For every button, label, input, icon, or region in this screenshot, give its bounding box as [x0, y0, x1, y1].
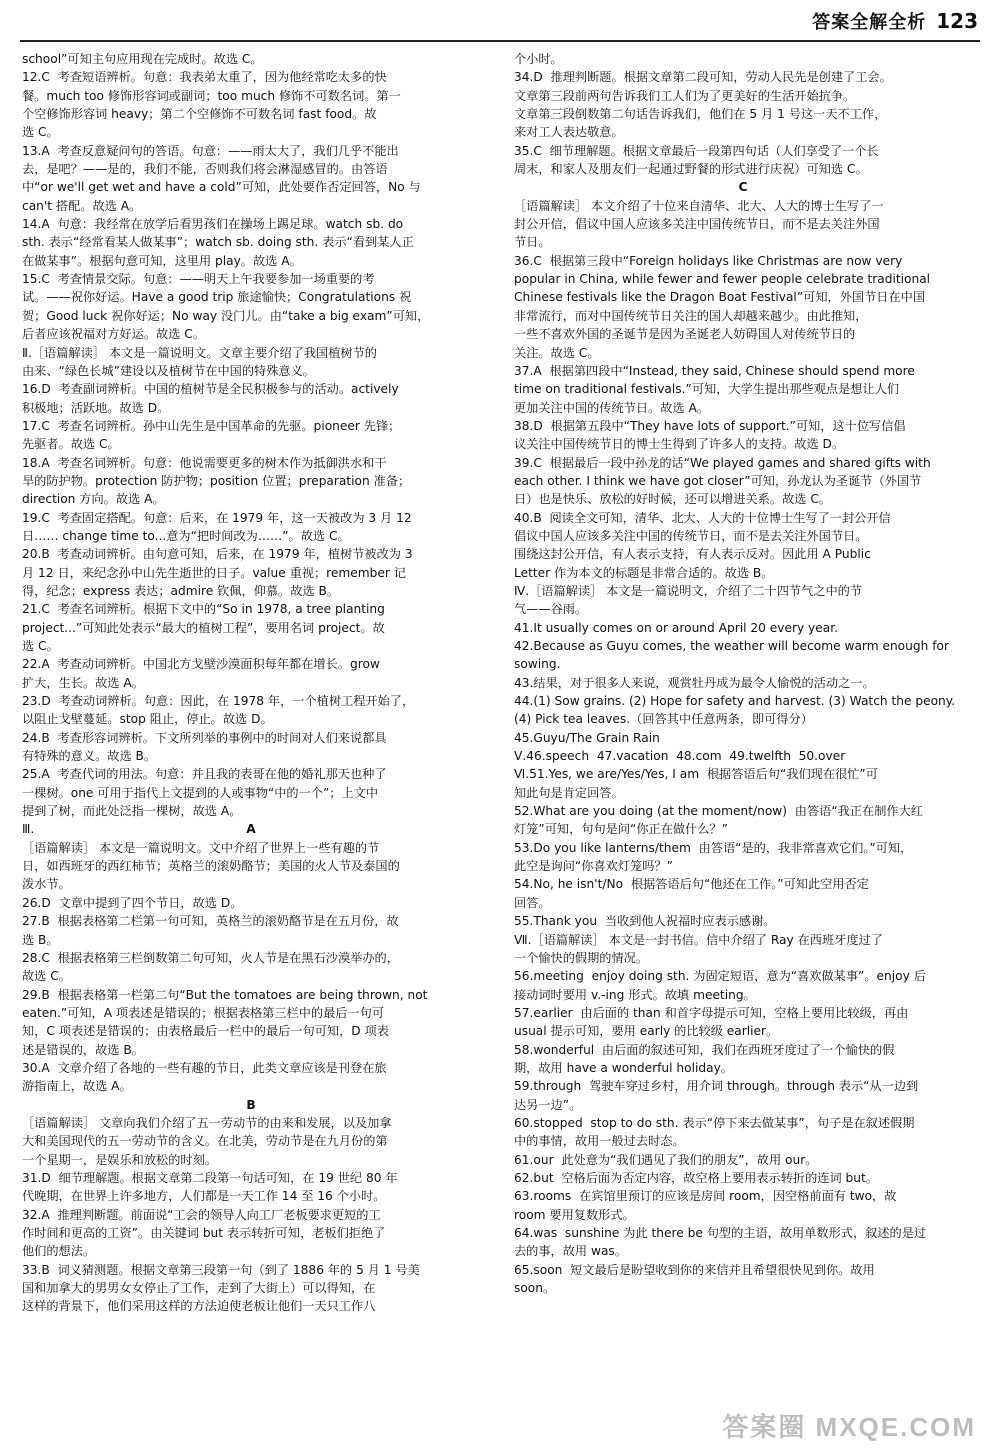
text-line: 试。——祝你好运。Have a good trip 旅途愉快；Congratulations 祝 [22, 290, 412, 305]
text-line: 选 C。 [22, 125, 59, 140]
text-line: 22.A 考查动词辨析。中国北方戈壁沙漠面积每年都在增长。grow [22, 657, 380, 672]
text-line: 这样的背景下，他们采用这样的方法迫使老板让他们一天只工作八 [22, 1299, 376, 1314]
text-line: 去的事，故用 was。 [514, 1244, 627, 1259]
header-rule [20, 40, 980, 42]
text-line: 个小时。 [514, 52, 563, 66]
text-line: 灯笼”可知，句句是问“你正在做什么？” [514, 822, 728, 837]
text-line: 餐。much too 修饰形容词或副词；too much 修饰不可数名词。第一 [22, 88, 401, 103]
text-line: 此空是询问“你喜欢灯笼吗？” [514, 859, 673, 874]
text-line: 泼水节。 [22, 877, 71, 892]
text-line: 23.D 考查动词辨析。句意：因此，在 1978 年，一个植树工程开始了， [22, 694, 415, 709]
text-line: 63.rooms 在宾馆里预订的应该是房间 room，因空格前面有 two，故 [514, 1189, 897, 1204]
text-line: 接动词时要用 v.-ing 形式。故填 meeting。 [514, 987, 756, 1002]
text-line: 19.C 考查固定搭配。句意：后来，在 1979 年，这一天被改为 3 月 12 [22, 510, 412, 525]
text-line: soon。 [514, 1281, 556, 1296]
text-line: 后者应该祝福对方好运。故选 C。 [22, 327, 206, 342]
text-line: sth. 表示“经常看某人做某事”；watch sb. doing sth. 表示“看到某人正 [22, 235, 414, 250]
text-line: 16.D 考查副词辨析。中国的植树节是全民积极参与的活动。actively [22, 382, 399, 397]
text-line: eaten.”可知，A 项表述是错误的；根据表格第三栏中的最后一句可 [22, 1005, 385, 1020]
text-line: 57.earlier 由后面的 than 和首字母提示可知，空格上要用比较级，再由 [514, 1005, 909, 1020]
text-line: 28.C 根据表格第三栏倒数第二句可知，火人节是在黑石沙漠举办的， [22, 950, 399, 965]
text-line: 游指南上，故选 A。 [22, 1079, 132, 1094]
text-line: B [246, 1097, 256, 1112]
text-line: 29.B 根据表格第一栏第二句“But the tomatoes are being thrown, not [22, 987, 428, 1002]
text-line: ［语篇解读］ 本文是一篇说明文。文中介绍了世界上一些有趣的节 [22, 840, 380, 855]
text-line: 26.D 文章中提到了四个节日，故选 D。 [22, 895, 243, 910]
text-line: 45.Guyu/The Grain Rain [514, 730, 660, 745]
text-line: 提到了树，而此处泛指一棵树，故选 A。 [22, 804, 242, 819]
watermark: 答案圈 MXQE.COM [722, 1412, 976, 1442]
page-number: 123 [936, 9, 978, 33]
text-line: 国和加拿大的男男女女停止了工作，走到了大街上）可以得知，在 [22, 1281, 376, 1296]
text-line: 54.No, he isn't/No 根据答语后句“他还在工作。”可知此空用否定 [514, 877, 869, 892]
text-line: 41.It usually comes on or around April 20 every year. [514, 620, 838, 635]
text-line: 一些不喜欢外国的圣诞节是因为圣诞老人妨碍国人对传统节日的 [514, 327, 856, 342]
text-line: 21.C 考查名词辨析。根据下文中的“So in 1978, a tree planting [22, 602, 385, 617]
text-line: 中的事情，故用一般过去时态。 [514, 1134, 685, 1149]
text-line: 日）也是快乐、放松的好时候，还可以增进关系。故选 C。 [514, 492, 832, 507]
text-line: 44.(1) Sow grains. (2) Hope for safety and harvest. (3) Watch the peony. [514, 694, 956, 709]
text-line: 一个愉快的假期的情况。 [514, 950, 649, 965]
text-line: 故选 C。 [22, 969, 71, 984]
text-line: 24.B 考查形容词辨析。下文所列举的事例中的时间对人们来说都具 [22, 730, 387, 745]
text-line: Letter 作为本文的标题是非常合适的。故选 B。 [514, 565, 774, 580]
text-line [22, 820, 480, 838]
text-line: 周末，和家人及朋友们一起通过野餐的形式进行庆祝）可知选 C。 [514, 162, 868, 177]
text-line: 20.B 考查动词辨析。由句意可知，后来，在 1979 年，植树节被改为 3 [22, 547, 413, 562]
text-line: 40.B 阅读全文可知，清华、北大、人大的十位博士生写了一封公开信 [514, 510, 891, 525]
text-line: ［语篇解读］ 本文介绍了十位来自清华、北大、人大的博士生写了一 [514, 198, 884, 213]
text-line: 知，C 项表述是错误的；由表格最后一栏中的最后一句可知，D 项表 [22, 1024, 389, 1039]
text-line: 34.D 推理判断题。根据文章第二段可知，劳动人民先是创建了工会。 [514, 70, 892, 85]
text-line: C [738, 180, 748, 195]
text-line: sowing. [514, 657, 561, 672]
text-line: 56.meeting enjoy doing sth. 为固定短语，意为“喜欢做某事”。enjoy 后 [514, 969, 926, 984]
text-line: popular in China, while fewer and fewer people celebrate traditional [514, 272, 931, 287]
text-line: 倡议中国人应该多关注中国的传统节日，而不是去关注外国节日。 [514, 528, 868, 543]
section-number: Ⅲ. [22, 822, 35, 837]
text-line: each other. I think we have got closer”可知，孙龙认为圣诞节（外国节 [514, 473, 922, 488]
text-line: 扩大，生长。故选 A。 [22, 675, 144, 690]
text-line: 17.C 考查名词辨析。孙中山先生是中国革命的先驱。pioneer 先锋； [22, 418, 401, 433]
text-line: 60.stopped stop to do sth. 表示“停下来去做某事”，句子是在叙述假期 [514, 1115, 915, 1130]
text-line: time on traditional festivals.”可知，大学生提出那些观点是想让人们 [514, 382, 900, 397]
text-line: 达另一边”。 [514, 1097, 582, 1112]
text-line: 36.C 根据第三段中“Foreign holidays like Christmas are now very [514, 253, 903, 268]
text-line: 日，如西班牙的西红柿节；英格兰的滚奶酪节；美国的火人节及泰国的 [22, 859, 400, 874]
text-line: 文章第三段前两句告诉我们工人们为了更美好的生活开始抗争。 [514, 88, 856, 103]
text-line: 由来、“绿色长城”建设以及植树节在中国的特殊意义。 [22, 363, 315, 378]
text-line: 更加关注中国的传统节日。故选 A。 [514, 400, 710, 415]
text-line: 以阻止戈壁蔓延。stop 阻止，停止。故选 D。 [22, 712, 273, 727]
text-line: 作时间和更高的工资”。由关键词 but 表示转折可知，老板们拒绝了 [22, 1226, 386, 1240]
text-line: 知此句是肯定回答。 [514, 785, 624, 800]
text-line: 文章第三段倒数第二句话告诉我们，他们在 5 月 1 号这一天不工作， [514, 107, 887, 122]
text-line: 气——谷雨。 [514, 602, 588, 617]
text-line: 选 C。 [22, 639, 59, 653]
text-line: 一个星期一，是娱乐和放松的时刻。 [22, 1152, 217, 1167]
text-line: 旱的防护物。protection 防护物；position 位置；preparation 准备； [22, 473, 411, 488]
text-line: (4) Pick tea leaves.（回答其中任意两条，即可得分） [514, 712, 813, 727]
text-line: 30.A 文章介绍了各地的一些有趣的节日，此类文章应该是刊登在旅 [22, 1060, 387, 1075]
header-title: 答案全解全析 [812, 12, 927, 33]
text-line: usual 提示可知，要用 early 的比较级 earlier。 [514, 1024, 779, 1039]
text-line: 围绕这封公开信，有人表示支持，有人表示反对。因此用 A Public [514, 547, 871, 562]
text-line: 月 12 日，来纪念孙中山先生逝世的日子。value 重视；remember 记 [22, 565, 406, 580]
text-line: Ⅴ.46.speech 47.vacation 48.com 49.twelfth 50.over [514, 749, 846, 764]
text-line: 关注。故选 C。 [514, 345, 600, 360]
page-header [812, 8, 978, 34]
text-line: 先驱者。故选 C。 [22, 437, 120, 452]
text-line: 他们的想法。 [22, 1244, 96, 1259]
text-line: 61.our 此处意为“我们遇见了我们的朋友”，故用 our。 [514, 1152, 818, 1167]
text-line: can't 搭配。故选 A。 [22, 198, 142, 213]
text-line: 39.C 根据最后一段中孙龙的话“We played games and shared gifts with [514, 455, 931, 470]
text-line: 53.Do you like lanterns/them 由答语“是的，我非常喜欢它们。”可知， [514, 840, 913, 855]
text-line: 得，纪念；express 表达；admire 钦佩，仰慕。故选 B。 [22, 583, 340, 598]
text-line: 代晚期，在世界上许多地方，人们都是一天工作 14 至 16 个小时。 [22, 1189, 386, 1204]
text-line: 33.B 词义猜测题。根据文章第三段第一句（到了 1886 年的 5 月 1 号美 [22, 1262, 420, 1277]
text-line: 中“or we'll get wet and have a cold”可知，此处要作否定回答，No 与 [22, 180, 421, 195]
text-line: 58.wonderful 由后面的叙述可知，我们在西班牙度过了一个愉快的假 [514, 1042, 895, 1057]
text-line: 期，故用 have a wonderful holiday。 [514, 1060, 733, 1075]
text-line: 32.A 推理判断题。前面说“工会的领导人向工厂老板要求更短的工 [22, 1207, 381, 1222]
text-line: 59.through 驾驶车穿过乡村，用介词 through。through 表示“从一边到 [514, 1079, 919, 1094]
text-line: 31.D 细节理解题。根据文章第二段第一句话可知，在 19 世纪 80 年 [22, 1170, 398, 1185]
text-line: project...”可知此处表示“最大的植树工程”，要用名词 project。故 [22, 620, 385, 635]
text-line: 43.结果，对于很多人来说，观赏牡丹成为最令人愉悦的活动之一。 [514, 675, 875, 690]
text-line: 27.B 根据表格第二栏第一句可知，英格兰的滚奶酪节是在五月份，故 [22, 914, 399, 929]
text-line: 节日。 [514, 235, 551, 250]
text-line: 12.C 考查短语辨析。句意：我表弟太重了，因为他经常吃太多的快 [22, 70, 387, 85]
text-line: 来对工人表达敬意。 [514, 125, 624, 140]
text-line: 日…… change time to...意为“把时间改为……”。故选 C。 [22, 528, 350, 543]
text-line: 在做某事”。根据句意可知，这里用 play。故选 A。 [22, 253, 302, 268]
text-line: direction 方向。故选 A。 [22, 492, 165, 507]
text-line: 18.A 考查名词辨析。句意：他说需要更多的树木作为抵御洪水和干 [22, 455, 387, 470]
text-line: 贺；Good luck 祝你好运；No way 没门儿。由“take a big exam”可知， [22, 308, 430, 323]
text-line: 25.A 考查代词的用法。句意：并且我的表哥在他的婚礼那天也种了 [22, 767, 387, 782]
text-line: 大和美国现代的五一劳动节的含义。在北美，劳动节是在九月份的第 [22, 1134, 388, 1149]
text-line: 述是错误的，故选 B。 [22, 1042, 144, 1057]
text-line: 55.Thank you 当收到他人祝福时应表示感谢。 [514, 914, 776, 929]
text-line: 非常流行，而对中国传统节日关注的国人却越来越少。由此推知， [514, 308, 868, 323]
text-line: 38.D 根据第五段中“They have lots of support.”可知，这十位写信倡 [514, 418, 906, 433]
section-letter: A [246, 822, 256, 837]
text-line: 14.A 句意：我经常在放学后看男孩们在操场上踢足球。watch sb. do [22, 217, 404, 232]
text-line: Ⅶ.［语篇解读］ 本文是一封书信。信中介绍了 Ray 在西班牙度过了 [514, 932, 883, 947]
text-line: 13.A 考查反意疑问句的答语。句意：——雨太大了，我们几乎不能出 [22, 143, 399, 158]
text-line: 42.Because as Guyu comes, the weather will become warm enough for [514, 639, 949, 653]
text-line: 37.A 根据第四段中“Instead, they said, Chinese should spend more [514, 363, 915, 378]
left-column [22, 50, 480, 1316]
text-line: 65.soon 短文最后是盼望收到你的来信并且希望很快见到你。故用 [514, 1262, 875, 1277]
text-line: 选 B。 [22, 932, 59, 947]
text-line: Ⅱ.［语篇解读］ 本文是一篇说明文。文章主要介绍了我国植树节的 [22, 345, 377, 360]
text-line: ［语篇解读］ 文章向我们介绍了五一劳动节的由来和发展，以及加拿 [22, 1115, 392, 1130]
text-line: Ⅳ.［语篇解读］ 本文是一篇说明文，介绍了二十四节气之中的节 [514, 583, 863, 598]
text-line: 回答。 [514, 895, 551, 910]
text-line: 35.C 细节理解题。根据文章最后一段第四句话（人们享受了一个长 [514, 143, 879, 158]
text-line: 有特殊的意义。故选 B。 [22, 749, 157, 764]
text-line: Ⅵ.51.Yes, we are/Yes/Yes, I am 根据答语后句“我们现在很忙”可 [514, 767, 878, 782]
text-line: 议关注中国传统节日的博士生得到了许多人的支持。故选 D。 [514, 437, 845, 452]
text-line: 15.C 考查情景交际。句意：——明天上午我要参加一场重要的考 [22, 272, 375, 287]
text-line: Chinese festivals like the Dragon Boat Festival”可知，外国节日在中国 [514, 290, 926, 305]
text-line: 64.was sunshine 为此 there be 句型的主语，故用单数形式，叙述的是过 [514, 1226, 927, 1240]
right-column [514, 50, 972, 1297]
text-line: 积极地；活跃地。故选 D。 [22, 400, 170, 415]
text-line: room 要用复数形式。 [514, 1207, 635, 1222]
text-line: 一棵树。one 可用于指代上文提到的人或事物“中的一个”；上文中 [22, 785, 379, 800]
text-line: 62.but 空格后面为否定内容，故空格上要用表示转折的连词 but。 [514, 1170, 878, 1185]
text-line: school”可知主句应用现在完成时。故选 C。 [22, 52, 263, 66]
text-line: 封公开信，倡议中国人应该多关注中国传统节日，而不是去关注外国 [514, 217, 880, 232]
text-line: 去，是吧？——是的，我们不能，否则我们将会淋湿感冒的。由答语 [22, 162, 388, 177]
text-line: 个空修饰形容词 heavy；第二个空修饰不可数名词 fast food。故 [22, 107, 377, 122]
text-line: 52.What are you doing (at the moment/now) 由答语“我正在制作大红 [514, 804, 923, 819]
